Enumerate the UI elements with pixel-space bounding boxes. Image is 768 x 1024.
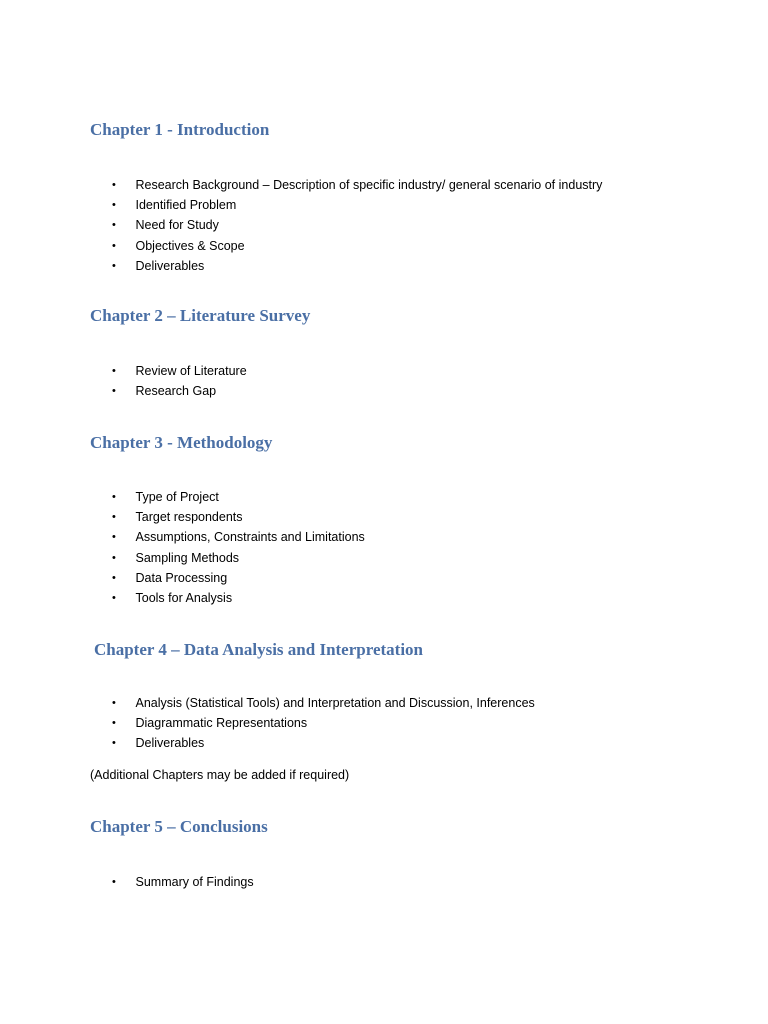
bullet-icon: • [112, 511, 116, 524]
bullet-icon: • [112, 365, 116, 377]
bullet-icon: • [112, 259, 116, 272]
chapter-heading: Chapter 4 – Data Analysis and Interpretation [94, 640, 424, 659]
list-item-text: Objectives & Scope [135, 238, 245, 253]
list-item-text: Target respondents [135, 510, 243, 525]
bullet-icon: • [112, 531, 116, 544]
list-item-text: Data Processing [135, 570, 228, 585]
bullet-icon: • [112, 697, 116, 709]
bullet-icon: • [112, 717, 116, 730]
list-item-text: Analysis (Statistical Tools) and Interpretation and Discussion, Inferences [135, 696, 535, 710]
list-item-text: Type of Project [135, 490, 219, 504]
list-item-text: Research Gap [135, 384, 217, 399]
list-item-text: Tools for Analysis [135, 590, 233, 605]
bullet-icon: • [112, 491, 116, 503]
bullet-icon: • [112, 591, 116, 604]
bullet-icon: • [112, 571, 116, 584]
chapter-heading: Chapter 3 - Methodology [90, 433, 273, 452]
list-item-text: Summary of Findings [135, 875, 254, 889]
bullet-icon: • [112, 239, 116, 252]
chapter-heading: Chapter 5 – Conclusions [90, 817, 268, 836]
list-item-text: Sampling Methods [135, 550, 240, 565]
bullet-icon: • [112, 876, 116, 888]
list-item-text: Deliverables [135, 258, 205, 273]
chapter-heading: Chapter 1 - Introduction [90, 120, 270, 139]
list-item-text: Need for Study [135, 218, 219, 233]
list-item-text: Identified Problem [135, 198, 237, 213]
bullet-icon: • [112, 179, 116, 191]
chapter-heading: Chapter 2 – Literature Survey [90, 306, 311, 325]
list-item-text: Review of Literature [135, 364, 247, 378]
bullet-icon: • [112, 551, 116, 564]
bullet-icon: • [112, 219, 116, 232]
list-item-text: Research Background – Description of specific industry/ general scenario of industry [135, 178, 603, 192]
additional-chapters-note: (Additional Chapters may be added if required) [90, 768, 350, 782]
bullet-icon: • [112, 737, 116, 750]
list-item-text: Deliverables [135, 736, 205, 751]
list-item-text: Assumptions, Constraints and Limitations [135, 530, 365, 545]
list-item-text: Diagrammatic Representations [135, 716, 308, 731]
bullet-icon: • [112, 199, 116, 212]
bullet-icon: • [112, 385, 116, 398]
